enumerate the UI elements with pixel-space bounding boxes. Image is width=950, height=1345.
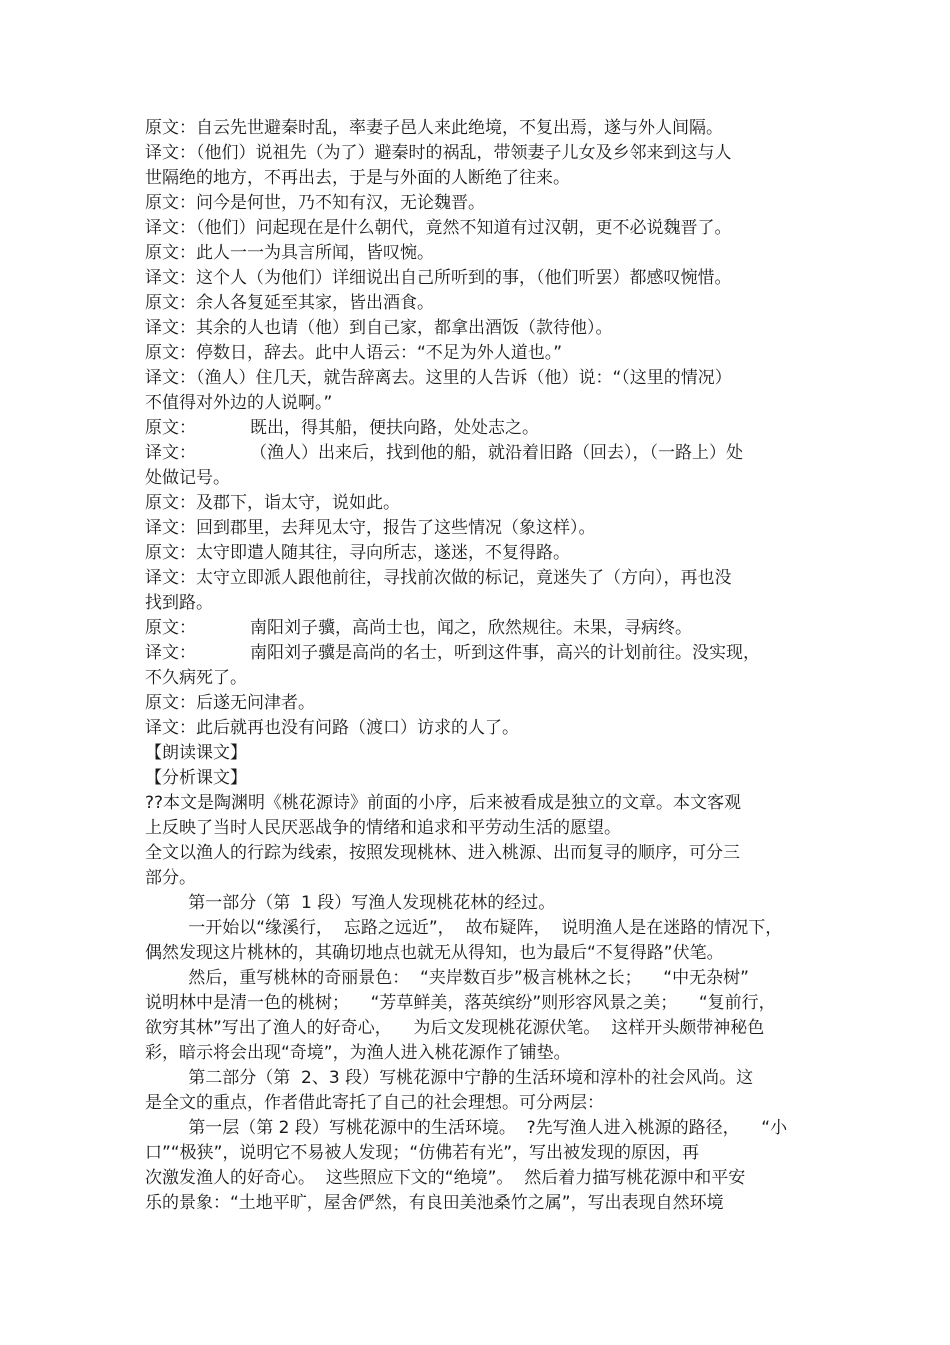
text-line: 第一层（第 2 段）写桃花源中的生活环境。 ?先写渔人进入桃源的路径， “小	[145, 1118, 788, 1138]
text-line: 不久病死了。	[145, 668, 247, 688]
text-line: 第一部分（第 1 段）写渔人发现桃花林的经过。	[145, 893, 556, 913]
text-line: 欲穷其林”写出了渔人的好奇心， 为后文发现桃花源伏笔。 这样开头颇带神秘色	[145, 1018, 765, 1038]
text-line: 乐的景象：“土地平旷，屋舍俨然，有良田美池桑竹之属”，写出表现自然环境	[145, 1193, 724, 1213]
text-line: 原文：停数日，辞去。此中人语云：“不足为外人道也。”	[145, 343, 563, 363]
text-line: 译文：（他们）问起现在是什么朝代，竟然不知道有过汉朝，更不必说魏晋了。	[145, 218, 732, 238]
text-line: 是全文的重点，作者借此寄托了自己的社会理想。可分两层：	[145, 1093, 604, 1113]
text-line: 原文：太守即遣人随其往，寻向所志，遂迷，不复得路。	[145, 543, 570, 563]
text-line: 译文：这个人（为他们）详细说出自己所听到的事，（他们听罢）都感叹惋惜。	[145, 268, 732, 288]
text-line: 彩，暗示将会出现“奇境”，为渔人进入桃花源作了铺垫。	[145, 1043, 571, 1063]
text-line: 原文：余人各复延至其家，皆出酒食。	[145, 293, 434, 313]
text-line: 译文：其余的人也请（他）到自己家，都拿出酒饭（款待他）。	[145, 318, 613, 338]
text-line: 口”“极狭”，说明它不易被人发现；“仿佛若有光”，写出被发现的原因，再	[145, 1143, 700, 1163]
text-line: 部分。	[145, 868, 196, 888]
text-line: ??本文是陶渊明《桃花源诗》前面的小序，后来被看成是独立的文章。本文客观	[145, 793, 742, 813]
text-line: 译文： 南阳刘子骥是高尚的名士，听到这件事，高兴的计划前往。没实现，	[145, 643, 761, 663]
text-line: 原文： 既出，得其船，便扶向路，处处志之。	[145, 418, 540, 438]
text-line: 译文：此后就再也没有问路（渡口）访求的人了。	[145, 718, 519, 738]
text-line: 译文： （渔人）出来后，找到他的船，就沿着旧路（回去），（一路上）处	[145, 443, 744, 463]
text-line: 原文：自云先世避秦时乱，率妻子邑人来此绝境，不复出焉，遂与外人间隔。	[145, 118, 723, 138]
text-line: 译文：太守立即派人跟他前往，寻找前次做的标记，竟迷失了（方向），再也没	[145, 568, 732, 588]
text-line: 译文：（渔人）住几天，就告辞离去。这里的人告诉（他）说：“（这里的情况）	[145, 368, 732, 388]
text-line: 译文：（他们）说祖先（为了）避秦时的祸乱，带领妻子儿女及乡邻来到这与人	[145, 143, 732, 163]
text-line: 原文：问今是何世，乃不知有汉，无论魏晋。	[145, 193, 485, 213]
text-line: 一开始以“缘溪行， 忘路之远近”， 故布疑阵， 说明渔人是在迷路的情况下，	[145, 918, 783, 938]
text-line: 次激发渔人的好奇心。 这些照应下文的“绝境”。 然后着力描写桃花源中和平安	[145, 1168, 746, 1188]
text-line: 原文：后遂无问津者。	[145, 693, 315, 713]
text-line: 原文： 南阳刘子骥，高尚士也，闻之，欣然规往。未果，寻病终。	[145, 618, 693, 638]
text-line: 全文以渔人的行踪为线索，按照发现桃林、进入桃源、出而复寻的顺序，可分三	[145, 843, 740, 863]
section-heading: 【分析课文】	[145, 768, 247, 788]
document-text	[145, 116, 810, 1216]
text-line: 译文：回到郡里，去拜见太守，报告了这些情况（象这样）。	[145, 518, 596, 538]
text-line: 然后，重写桃林的奇丽景色： “夹岸数百步”极言桃林之长； “中无杂树”	[145, 968, 749, 988]
text-line: 第二部分（第 2、3 段）写桃花源中宁静的生活环境和淳朴的社会风尚。这	[145, 1068, 754, 1088]
text-line: 偶然发现这片桃林的，其确切地点也就无从得知，也为最后“不复得路”伏笔。	[145, 943, 724, 963]
text-line: 原文：此人一一为具言所闻，皆叹惋。	[145, 243, 434, 263]
text-line: 说明林中是清一色的桃树； “芳草鲜美，落英缤纷”则形容风景之美； “复前行，	[145, 993, 776, 1013]
text-line: 找到路。	[145, 593, 213, 613]
text-line: 世隔绝的地方，不再出去，于是与外面的人断绝了往来。	[145, 168, 570, 188]
text-line: 原文：及郡下，诣太守，说如此。	[145, 493, 400, 513]
text-line: 上反映了当时人民厌恶战争的情绪和追求和平劳动生活的愿望。	[145, 818, 621, 838]
text-line: 处做记号。	[145, 468, 230, 488]
section-heading: 【朗读课文】	[145, 743, 247, 763]
text-line: 不值得对外边的人说啊。”	[145, 393, 333, 413]
